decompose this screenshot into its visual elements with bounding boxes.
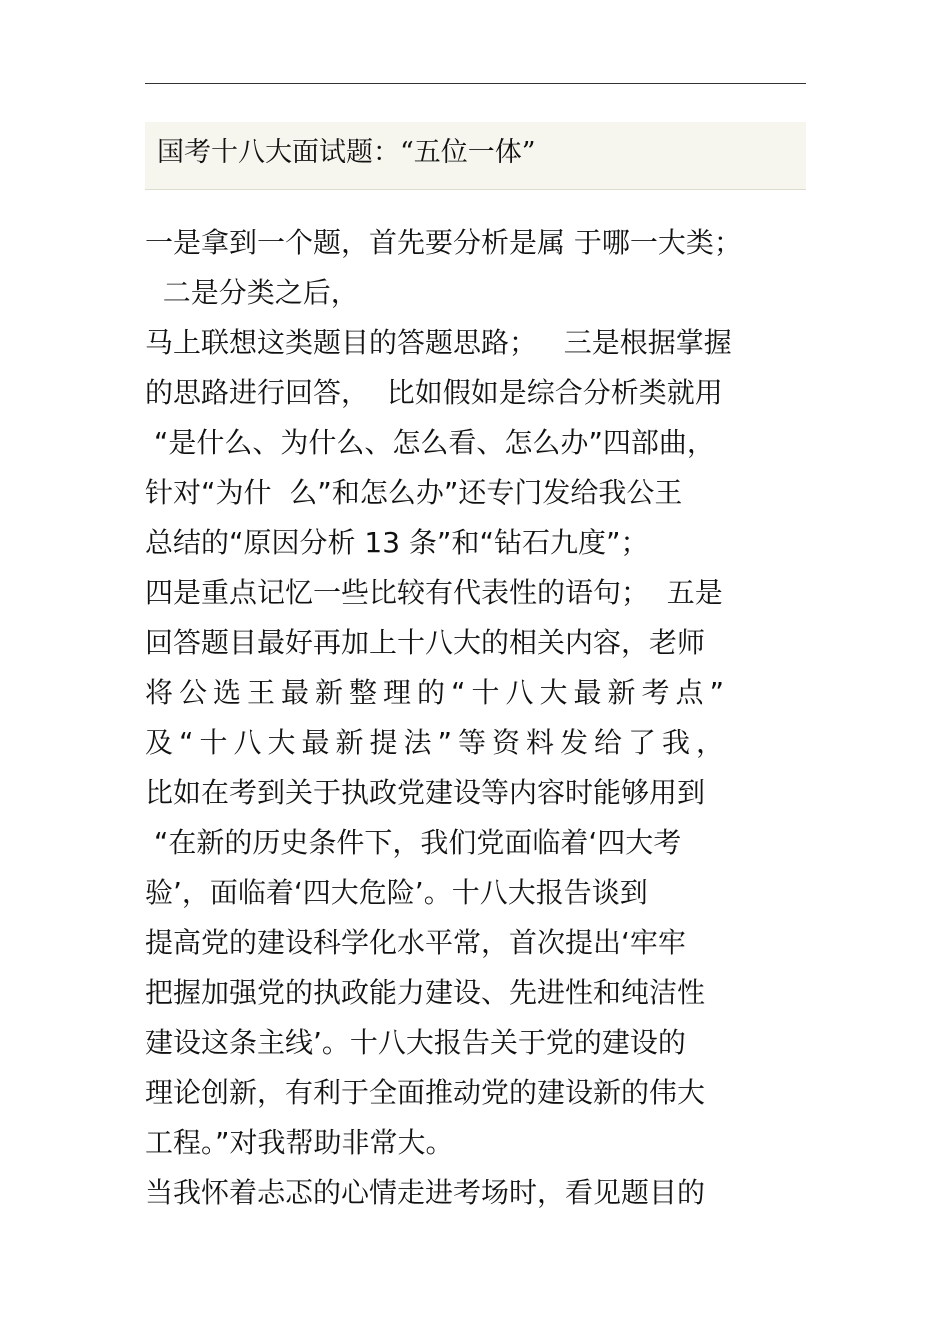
body-line: 当我怀着忐忑的心情走进考场时，看见题目的 xyxy=(145,1176,706,1209)
title-banner xyxy=(145,122,806,190)
document-title: 国考十八大面试题：“五位一体” xyxy=(157,137,536,168)
body-line: 把握加强党的执政能力建设、先进性和纯洁性 xyxy=(145,976,706,1009)
body-line: 比如在考到关于执政党建设等内容时能够用到 xyxy=(145,776,706,809)
body-line: 的思路进行回答， 比如假如是综合分析类就用 xyxy=(145,376,723,409)
body-line: 理论创新，有利于全面推动党的建设新的伟大 xyxy=(145,1076,706,1109)
body-line: 建设这条主线’。十八大报告关于党的建设的 xyxy=(145,1026,686,1059)
body-line: 及“十八大最新提法”等资料发给了我， xyxy=(145,726,731,759)
body-line: “在新的历史条件下，我们党面临着‘四大考 xyxy=(145,826,682,859)
body-line: 针对“为什 么”和怎么办”还专门发给我公王 xyxy=(145,476,683,509)
body-paragraph xyxy=(145,218,845,1218)
body-line: “是什么、为什么、怎么看、怎么办”四部曲， xyxy=(145,426,715,459)
body-line: 马上联想这类题目的答题思路； 三是根据掌握 xyxy=(145,326,732,359)
top-horizontal-rule xyxy=(145,83,806,84)
body-line: 四是重点记忆一些比较有代表性的语句； 五是 xyxy=(145,576,723,609)
body-line: 二是分类之后， xyxy=(145,276,359,309)
body-line: 回答题目最好再加上十八大的相关内容，老师 xyxy=(145,626,706,659)
body-line: 一是拿到一个题，首先要分析是属 于哪一大类； xyxy=(145,226,742,259)
body-line: 提高党的建设科学化水平常，首次提出‘牢牢 xyxy=(145,926,686,959)
body-line: 将公选王最新整理的“十八大最新考点” xyxy=(145,676,731,709)
body-line: 总结的“原因分析 13 条”和“钻石九度”； xyxy=(145,526,649,559)
body-line: 工程。”对我帮助非常大。 xyxy=(145,1126,454,1159)
body-line: 验’，面临着‘四大危险’。十八大报告谈到 xyxy=(145,876,648,909)
